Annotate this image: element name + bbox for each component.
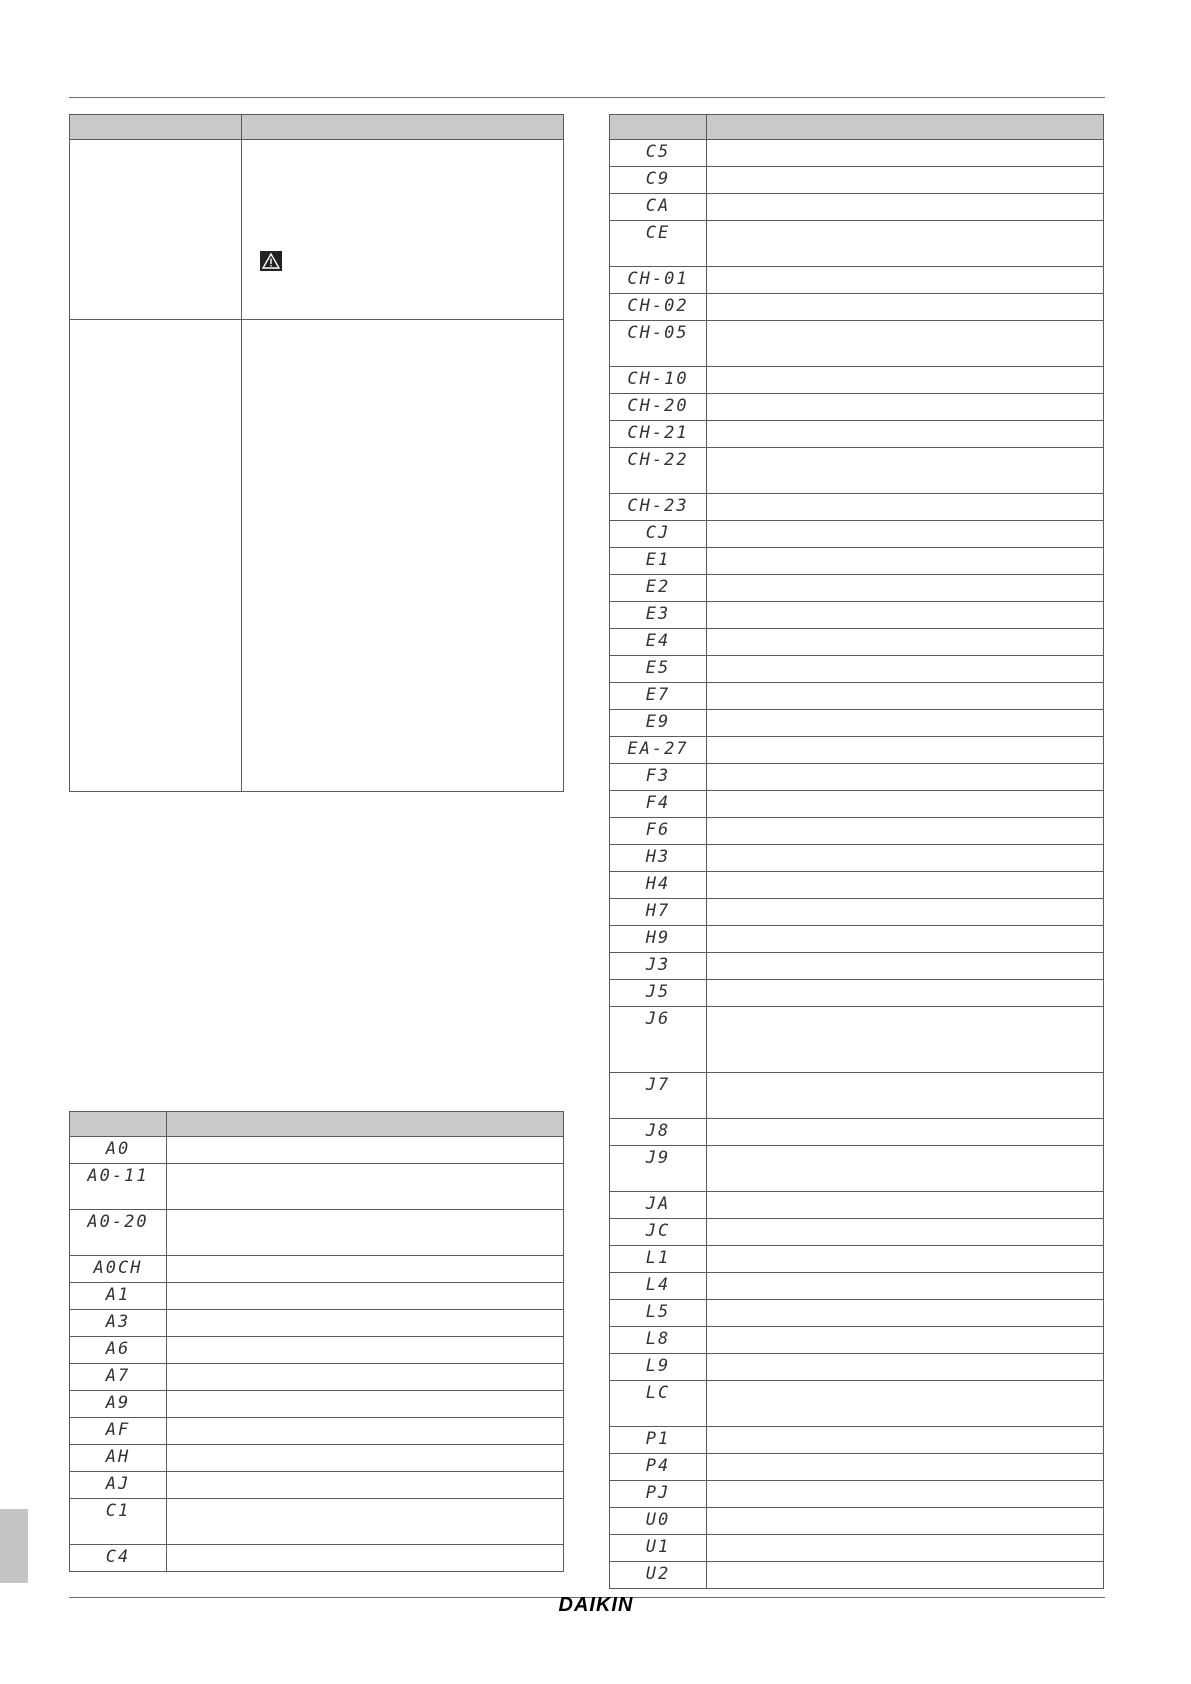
header-cell [707, 115, 1104, 140]
error-code: L8 [610, 1327, 707, 1354]
error-code: U1 [610, 1535, 707, 1562]
error-description [707, 321, 1104, 367]
table-row [610, 267, 1104, 294]
error-description [167, 1391, 564, 1418]
error-description [707, 521, 1104, 548]
table-cell [242, 320, 564, 792]
table-row [610, 1192, 1104, 1219]
error-description [707, 1562, 1104, 1589]
error-code: J7 [610, 1073, 707, 1119]
error-code: J9 [610, 1146, 707, 1192]
error-code: AH [70, 1445, 167, 1472]
error-description [707, 1354, 1104, 1381]
header-cell [610, 115, 707, 140]
error-code: A1 [70, 1283, 167, 1310]
error-description [707, 394, 1104, 421]
table-row [70, 1337, 564, 1364]
error-description [707, 367, 1104, 394]
error-code: AJ [70, 1472, 167, 1499]
error-description [707, 1219, 1104, 1246]
error-code: CH-22 [610, 448, 707, 494]
left-error-code-table [69, 1111, 564, 1572]
table-header-row [70, 115, 564, 140]
table-cell [242, 140, 564, 320]
error-code: L9 [610, 1354, 707, 1381]
error-description [707, 1273, 1104, 1300]
table-row [610, 1381, 1104, 1427]
error-description [707, 548, 1104, 575]
error-description [167, 1210, 564, 1256]
error-code: LC [610, 1381, 707, 1427]
error-description [707, 845, 1104, 872]
header-cell [70, 115, 242, 140]
error-code: JC [610, 1219, 707, 1246]
error-description [167, 1337, 564, 1364]
error-code: PJ [610, 1481, 707, 1508]
error-code: A0CH [70, 1256, 167, 1283]
table-header-row [70, 1112, 564, 1137]
error-description [167, 1137, 564, 1164]
error-code: AF [70, 1418, 167, 1445]
error-description [707, 494, 1104, 521]
table-row [610, 1219, 1104, 1246]
error-code: C4 [70, 1545, 167, 1572]
error-code: E1 [610, 548, 707, 575]
table-row [610, 656, 1104, 683]
error-description [707, 1119, 1104, 1146]
table-row [70, 1283, 564, 1310]
error-description [707, 629, 1104, 656]
error-description [707, 791, 1104, 818]
error-code: H4 [610, 872, 707, 899]
table-row [70, 1310, 564, 1337]
error-code: A0 [70, 1137, 167, 1164]
table-row [610, 394, 1104, 421]
error-code: A6 [70, 1337, 167, 1364]
table-row [70, 1364, 564, 1391]
table-row [610, 845, 1104, 872]
error-description [707, 1427, 1104, 1454]
error-code: A0-20 [70, 1210, 167, 1256]
side-tab [0, 1509, 28, 1583]
error-description [707, 167, 1104, 194]
error-code: J5 [610, 980, 707, 1007]
error-description [707, 980, 1104, 1007]
table-row [610, 548, 1104, 575]
error-code: J8 [610, 1119, 707, 1146]
error-code: C9 [610, 167, 707, 194]
error-description [707, 194, 1104, 221]
table-row [610, 764, 1104, 791]
header-rule [69, 97, 1105, 98]
error-description [167, 1472, 564, 1499]
table-row [610, 1562, 1104, 1589]
error-code: J3 [610, 953, 707, 980]
error-description [707, 656, 1104, 683]
error-description [707, 1481, 1104, 1508]
table-row [70, 1137, 564, 1164]
table-row [610, 1481, 1104, 1508]
error-description [167, 1256, 564, 1283]
table-row [610, 1427, 1104, 1454]
header-cell [167, 1112, 564, 1137]
table-row [70, 1391, 564, 1418]
error-code: E3 [610, 602, 707, 629]
error-code: C1 [70, 1499, 167, 1545]
error-description [167, 1283, 564, 1310]
error-description [707, 1073, 1104, 1119]
error-description [707, 953, 1104, 980]
table-row [610, 521, 1104, 548]
error-code: C5 [610, 140, 707, 167]
error-description [707, 1246, 1104, 1273]
table-row [610, 1535, 1104, 1562]
table-row [610, 1119, 1104, 1146]
error-code: CH-21 [610, 421, 707, 448]
table-row [610, 1327, 1104, 1354]
table-row [610, 421, 1104, 448]
error-description [707, 899, 1104, 926]
table-row [610, 321, 1104, 367]
error-description [707, 602, 1104, 629]
error-description [707, 1535, 1104, 1562]
error-code: P1 [610, 1427, 707, 1454]
error-code: CH-20 [610, 394, 707, 421]
header-cell [70, 1112, 167, 1137]
warning-icon [260, 251, 282, 271]
right-error-code-table [609, 114, 1104, 1589]
table-row [610, 1354, 1104, 1381]
table-row [70, 140, 564, 320]
table-row [610, 1508, 1104, 1535]
error-code: JA [610, 1192, 707, 1219]
table-row [610, 448, 1104, 494]
error-description [707, 818, 1104, 845]
table-row [70, 1545, 564, 1572]
table-row [610, 899, 1104, 926]
error-description [707, 267, 1104, 294]
error-code: J6 [610, 1007, 707, 1073]
error-description [707, 683, 1104, 710]
error-code: P4 [610, 1454, 707, 1481]
table-row [610, 602, 1104, 629]
error-code: L4 [610, 1273, 707, 1300]
table-header-row [610, 115, 1104, 140]
error-code: U2 [610, 1562, 707, 1589]
table-row [70, 1210, 564, 1256]
error-description [707, 294, 1104, 321]
error-description [707, 764, 1104, 791]
error-description [707, 1454, 1104, 1481]
table-row [610, 1273, 1104, 1300]
table-row [610, 294, 1104, 321]
table-row [610, 683, 1104, 710]
table-row [610, 167, 1104, 194]
table-row [610, 1073, 1104, 1119]
table-row [70, 1418, 564, 1445]
table-row [70, 1256, 564, 1283]
error-code: A7 [70, 1364, 167, 1391]
error-code: E5 [610, 656, 707, 683]
table-row [610, 1300, 1104, 1327]
table-row [610, 1246, 1104, 1273]
error-description [707, 1146, 1104, 1192]
table-row [610, 818, 1104, 845]
table-row [610, 575, 1104, 602]
error-description [707, 1300, 1104, 1327]
error-description [707, 575, 1104, 602]
error-code: F6 [610, 818, 707, 845]
header-cell [242, 115, 564, 140]
table-row [610, 872, 1104, 899]
table-row [70, 1445, 564, 1472]
table-row [610, 367, 1104, 394]
error-description [707, 140, 1104, 167]
table-row [610, 140, 1104, 167]
error-description [167, 1418, 564, 1445]
table-row [610, 494, 1104, 521]
error-code: E2 [610, 575, 707, 602]
table-row [610, 737, 1104, 764]
table-row [610, 629, 1104, 656]
error-code: E4 [610, 629, 707, 656]
error-description [167, 1310, 564, 1337]
error-code: E9 [610, 710, 707, 737]
error-description [707, 221, 1104, 267]
error-code: H3 [610, 845, 707, 872]
table-row [610, 1454, 1104, 1481]
error-code: F4 [610, 791, 707, 818]
top-left-table [69, 114, 564, 792]
table-row [610, 791, 1104, 818]
error-description [707, 1381, 1104, 1427]
error-code: CH-01 [610, 267, 707, 294]
error-description [707, 1508, 1104, 1535]
error-code: H9 [610, 926, 707, 953]
error-code: E7 [610, 683, 707, 710]
error-description [707, 1192, 1104, 1219]
error-code: CE [610, 221, 707, 267]
error-description [707, 737, 1104, 764]
error-description [167, 1164, 564, 1210]
error-description [167, 1545, 564, 1572]
error-description [707, 926, 1104, 953]
error-code: L5 [610, 1300, 707, 1327]
table-row [610, 980, 1104, 1007]
error-code: U0 [610, 1508, 707, 1535]
error-code: A9 [70, 1391, 167, 1418]
table-row [70, 1472, 564, 1499]
error-description [167, 1364, 564, 1391]
daikin-logo: DAIKIN [558, 1594, 634, 1616]
table-row [610, 194, 1104, 221]
table-row [610, 221, 1104, 267]
error-code: CH-02 [610, 294, 707, 321]
table-row [610, 953, 1104, 980]
table-cell [70, 140, 242, 320]
table-row [70, 1499, 564, 1545]
error-description [707, 1327, 1104, 1354]
error-description [707, 1007, 1104, 1073]
error-description [167, 1499, 564, 1545]
error-code: A3 [70, 1310, 167, 1337]
table-row [610, 710, 1104, 737]
table-cell [70, 320, 242, 792]
error-code: L1 [610, 1246, 707, 1273]
error-description [707, 448, 1104, 494]
error-code: EA-27 [610, 737, 707, 764]
table-row [610, 1146, 1104, 1192]
error-code: CA [610, 194, 707, 221]
error-description [707, 421, 1104, 448]
error-code: A0-11 [70, 1164, 167, 1210]
error-code: CJ [610, 521, 707, 548]
error-code: H7 [610, 899, 707, 926]
table-row [610, 926, 1104, 953]
error-code: CH-05 [610, 321, 707, 367]
table-row [70, 1164, 564, 1210]
error-description [707, 872, 1104, 899]
error-code: CH-10 [610, 367, 707, 394]
error-code: F3 [610, 764, 707, 791]
table-row [70, 320, 564, 792]
error-code: CH-23 [610, 494, 707, 521]
table-row [610, 1007, 1104, 1073]
error-description [707, 710, 1104, 737]
error-description [167, 1445, 564, 1472]
